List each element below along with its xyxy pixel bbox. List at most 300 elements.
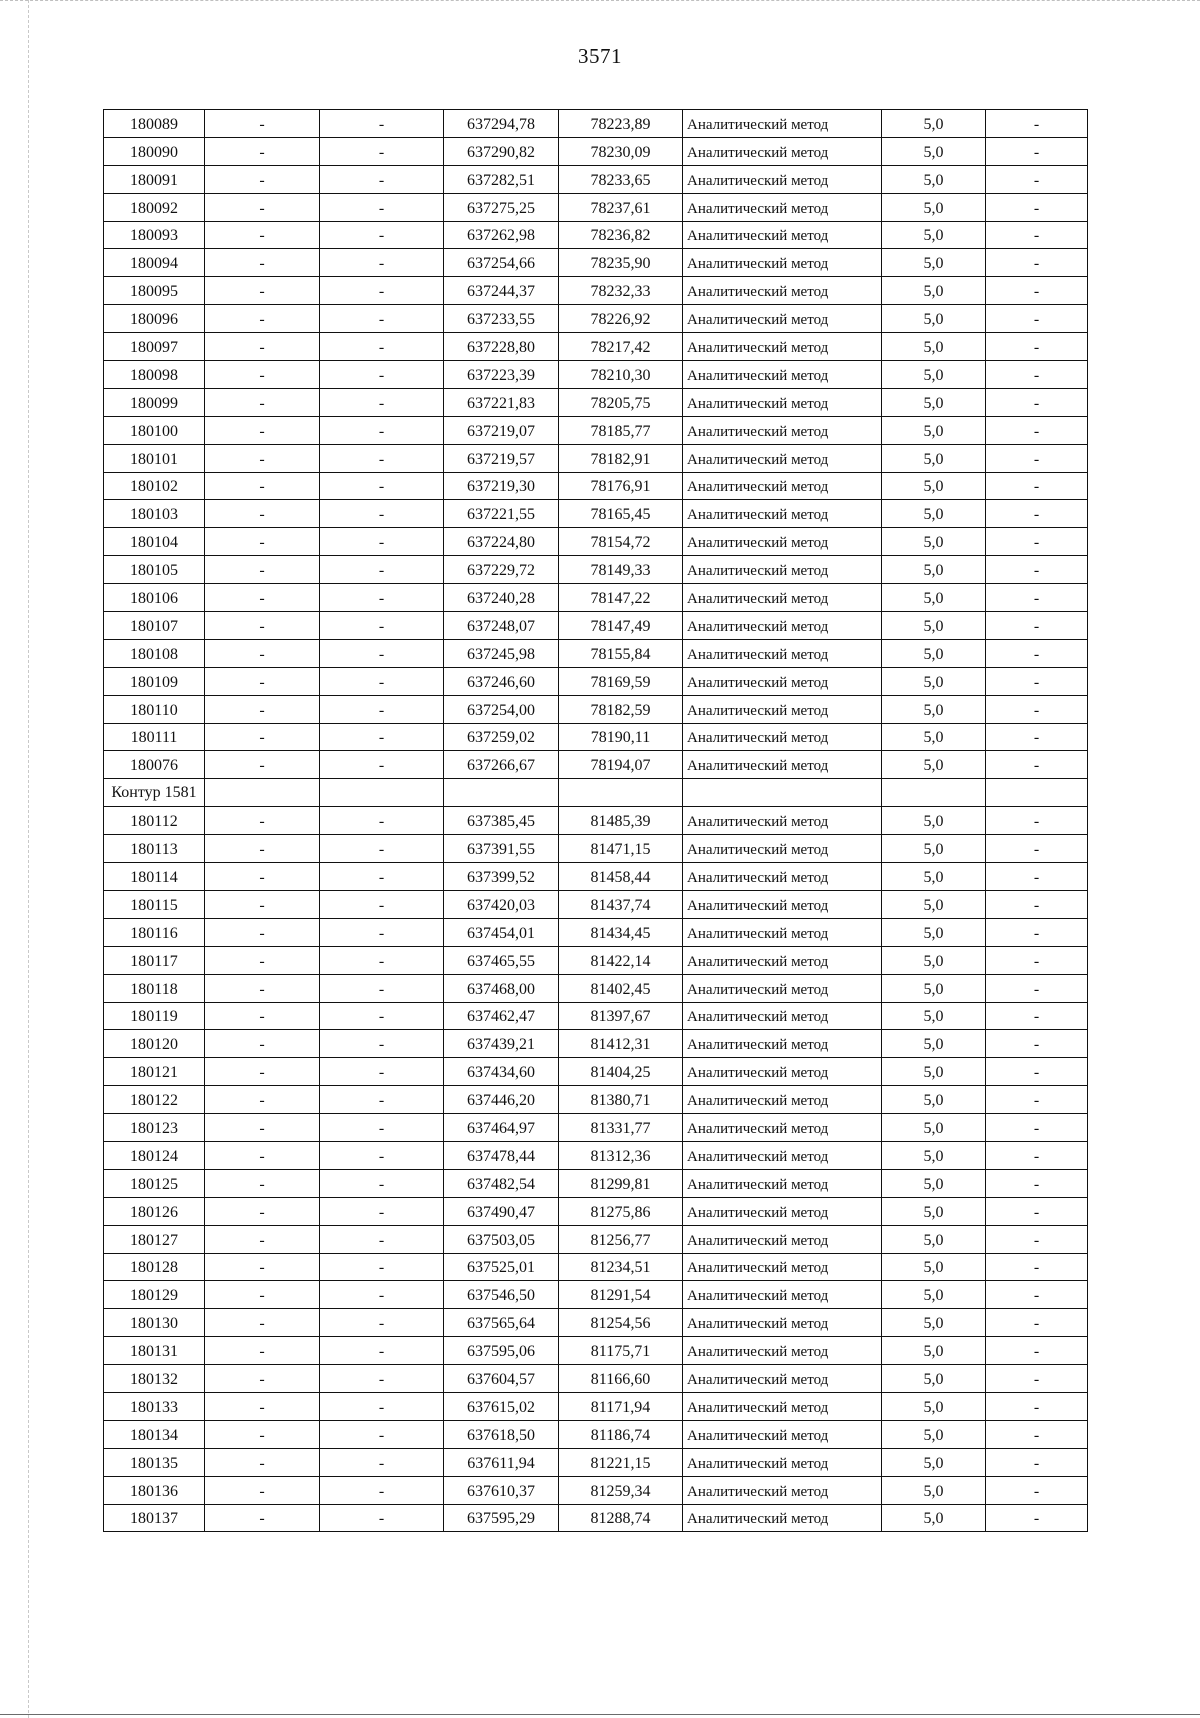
- dash-cell: -: [320, 1309, 444, 1337]
- empty-cell: [882, 779, 986, 807]
- dash-cell: -: [320, 221, 444, 249]
- coordinates-table-body: [104, 110, 1088, 1532]
- page-number: 3571: [578, 44, 622, 68]
- accuracy-cell: 5,0: [882, 361, 986, 389]
- accuracy-cell: 5,0: [882, 1504, 986, 1532]
- point-id-cell: 180099: [104, 388, 205, 416]
- table-row: [104, 416, 1088, 444]
- dash-cell: -: [320, 1002, 444, 1030]
- coord-x-cell: 637618,50: [444, 1420, 559, 1448]
- coord-x-cell: 637595,29: [444, 1504, 559, 1532]
- coord-y-cell: 81458,44: [559, 863, 683, 891]
- table-row: [104, 1197, 1088, 1225]
- dash-cell: -: [986, 110, 1088, 138]
- dash-cell: -: [205, 333, 320, 361]
- table-row: [104, 1225, 1088, 1253]
- coord-y-cell: 81299,81: [559, 1169, 683, 1197]
- point-id-cell: 180124: [104, 1141, 205, 1169]
- accuracy-cell: 5,0: [882, 333, 986, 361]
- dash-cell: -: [205, 918, 320, 946]
- coord-x-cell: 637245,98: [444, 639, 559, 667]
- coord-y-cell: 81234,51: [559, 1253, 683, 1281]
- dash-cell: -: [320, 723, 444, 751]
- dash-cell: -: [320, 1030, 444, 1058]
- method-cell: Аналитический метод: [683, 695, 882, 723]
- dash-cell: -: [205, 1253, 320, 1281]
- method-cell: Аналитический метод: [683, 1309, 882, 1337]
- dash-cell: -: [320, 1448, 444, 1476]
- dash-cell: -: [986, 1197, 1088, 1225]
- dash-cell: -: [986, 1420, 1088, 1448]
- coord-y-cell: 78223,89: [559, 110, 683, 138]
- accuracy-cell: 5,0: [882, 695, 986, 723]
- accuracy-cell: 5,0: [882, 1337, 986, 1365]
- point-id-cell: 180076: [104, 751, 205, 779]
- dash-cell: -: [320, 1476, 444, 1504]
- method-cell: Аналитический метод: [683, 974, 882, 1002]
- method-cell: Аналитический метод: [683, 1448, 882, 1476]
- coord-y-cell: 78182,59: [559, 695, 683, 723]
- dash-cell: -: [205, 1420, 320, 1448]
- dash-cell: -: [320, 277, 444, 305]
- accuracy-cell: 5,0: [882, 1030, 986, 1058]
- dash-cell: -: [320, 1225, 444, 1253]
- dash-cell: -: [205, 1504, 320, 1532]
- accuracy-cell: 5,0: [882, 974, 986, 1002]
- point-id-cell: 180126: [104, 1197, 205, 1225]
- table-row: [104, 612, 1088, 640]
- point-id-cell: 180095: [104, 277, 205, 305]
- coord-y-cell: 81397,67: [559, 1002, 683, 1030]
- table-row: [104, 388, 1088, 416]
- table-row: [104, 1114, 1088, 1142]
- coord-x-cell: 637254,66: [444, 249, 559, 277]
- method-cell: Аналитический метод: [683, 890, 882, 918]
- table-row: [104, 249, 1088, 277]
- table-row: [104, 556, 1088, 584]
- dash-cell: -: [986, 723, 1088, 751]
- coord-x-cell: 637233,55: [444, 305, 559, 333]
- table-row: [104, 361, 1088, 389]
- method-cell: Аналитический метод: [683, 472, 882, 500]
- dash-cell: -: [986, 918, 1088, 946]
- accuracy-cell: 5,0: [882, 751, 986, 779]
- accuracy-cell: 5,0: [882, 305, 986, 333]
- point-id-cell: 180123: [104, 1114, 205, 1142]
- accuracy-cell: 5,0: [882, 1448, 986, 1476]
- point-id-cell: 180132: [104, 1365, 205, 1393]
- coord-x-cell: 637525,01: [444, 1253, 559, 1281]
- dash-cell: -: [986, 1169, 1088, 1197]
- dash-cell: -: [986, 500, 1088, 528]
- method-cell: Аналитический метод: [683, 1030, 882, 1058]
- coord-y-cell: 81331,77: [559, 1114, 683, 1142]
- accuracy-cell: 5,0: [882, 444, 986, 472]
- coord-y-cell: 81380,71: [559, 1086, 683, 1114]
- point-id-cell: 180101: [104, 444, 205, 472]
- accuracy-cell: 5,0: [882, 1392, 986, 1420]
- coord-y-cell: 78226,92: [559, 305, 683, 333]
- coord-x-cell: 637246,60: [444, 667, 559, 695]
- coord-y-cell: 78217,42: [559, 333, 683, 361]
- dash-cell: -: [320, 918, 444, 946]
- point-id-cell: 180116: [104, 918, 205, 946]
- table-row: [104, 1169, 1088, 1197]
- dash-cell: -: [320, 612, 444, 640]
- dash-cell: -: [205, 1337, 320, 1365]
- accuracy-cell: 5,0: [882, 723, 986, 751]
- accuracy-cell: 5,0: [882, 221, 986, 249]
- coord-x-cell: 637490,47: [444, 1197, 559, 1225]
- table-row: [104, 1086, 1088, 1114]
- point-id-cell: 180111: [104, 723, 205, 751]
- table-row: [104, 667, 1088, 695]
- method-cell: Аналитический метод: [683, 1114, 882, 1142]
- method-cell: Аналитический метод: [683, 1086, 882, 1114]
- table-row: [104, 1002, 1088, 1030]
- dash-cell: -: [986, 751, 1088, 779]
- dash-cell: -: [320, 528, 444, 556]
- contour-header-row: [104, 779, 1088, 807]
- coord-x-cell: 637219,30: [444, 472, 559, 500]
- method-cell: Аналитический метод: [683, 1058, 882, 1086]
- dash-cell: -: [986, 1002, 1088, 1030]
- accuracy-cell: 5,0: [882, 890, 986, 918]
- accuracy-cell: 5,0: [882, 639, 986, 667]
- accuracy-cell: 5,0: [882, 556, 986, 584]
- dash-cell: -: [986, 1365, 1088, 1393]
- method-cell: Аналитический метод: [683, 277, 882, 305]
- table-row: [104, 835, 1088, 863]
- dash-cell: -: [205, 305, 320, 333]
- point-id-cell: 180110: [104, 695, 205, 723]
- dash-cell: -: [320, 584, 444, 612]
- dash-cell: -: [986, 1253, 1088, 1281]
- coord-x-cell: 637259,02: [444, 723, 559, 751]
- coord-y-cell: 78190,11: [559, 723, 683, 751]
- method-cell: Аналитический метод: [683, 388, 882, 416]
- accuracy-cell: 5,0: [882, 1002, 986, 1030]
- accuracy-cell: 5,0: [882, 1225, 986, 1253]
- dash-cell: -: [205, 1197, 320, 1225]
- coord-x-cell: 637282,51: [444, 165, 559, 193]
- table-row: [104, 193, 1088, 221]
- dash-cell: -: [320, 556, 444, 584]
- accuracy-cell: 5,0: [882, 918, 986, 946]
- coord-y-cell: 78165,45: [559, 500, 683, 528]
- coord-x-cell: 637503,05: [444, 1225, 559, 1253]
- coord-y-cell: 78210,30: [559, 361, 683, 389]
- dash-cell: -: [986, 807, 1088, 835]
- method-cell: Аналитический метод: [683, 1365, 882, 1393]
- dash-cell: -: [986, 890, 1088, 918]
- method-cell: Аналитический метод: [683, 835, 882, 863]
- dash-cell: -: [986, 221, 1088, 249]
- method-cell: Аналитический метод: [683, 863, 882, 891]
- accuracy-cell: 5,0: [882, 137, 986, 165]
- coord-x-cell: 637294,78: [444, 110, 559, 138]
- dash-cell: -: [986, 695, 1088, 723]
- dash-cell: -: [986, 193, 1088, 221]
- empty-cell: [205, 779, 320, 807]
- method-cell: Аналитический метод: [683, 165, 882, 193]
- dash-cell: -: [986, 137, 1088, 165]
- dash-cell: -: [320, 1253, 444, 1281]
- empty-cell: [986, 779, 1088, 807]
- dash-cell: -: [205, 444, 320, 472]
- method-cell: Аналитический метод: [683, 584, 882, 612]
- dash-cell: -: [986, 1392, 1088, 1420]
- accuracy-cell: 5,0: [882, 1476, 986, 1504]
- dash-cell: -: [320, 249, 444, 277]
- accuracy-cell: 5,0: [882, 416, 986, 444]
- scan-edge-left: [28, 0, 29, 1718]
- accuracy-cell: 5,0: [882, 1253, 986, 1281]
- coord-y-cell: 81485,39: [559, 807, 683, 835]
- point-id-cell: 180097: [104, 333, 205, 361]
- coord-x-cell: 637223,39: [444, 361, 559, 389]
- method-cell: Аналитический метод: [683, 528, 882, 556]
- table-row: [104, 500, 1088, 528]
- dash-cell: -: [320, 974, 444, 1002]
- coord-x-cell: 637420,03: [444, 890, 559, 918]
- table-row: [104, 890, 1088, 918]
- table-row: [104, 305, 1088, 333]
- dash-cell: -: [320, 1281, 444, 1309]
- coord-y-cell: 81471,15: [559, 835, 683, 863]
- method-cell: Аналитический метод: [683, 1253, 882, 1281]
- table-row: [104, 333, 1088, 361]
- dash-cell: -: [986, 1114, 1088, 1142]
- coord-y-cell: 78169,59: [559, 667, 683, 695]
- table-row: [104, 1281, 1088, 1309]
- coord-x-cell: 637385,45: [444, 807, 559, 835]
- coord-y-cell: 81259,34: [559, 1476, 683, 1504]
- method-cell: Аналитический метод: [683, 249, 882, 277]
- point-id-cell: 180130: [104, 1309, 205, 1337]
- method-cell: Аналитический метод: [683, 221, 882, 249]
- accuracy-cell: 5,0: [882, 528, 986, 556]
- dash-cell: -: [205, 1448, 320, 1476]
- dash-cell: -: [320, 444, 444, 472]
- table-row: [104, 1365, 1088, 1393]
- dash-cell: -: [986, 1141, 1088, 1169]
- coord-y-cell: 81434,45: [559, 918, 683, 946]
- dash-cell: -: [986, 1448, 1088, 1476]
- table-row: [104, 918, 1088, 946]
- coord-y-cell: 78235,90: [559, 249, 683, 277]
- coord-x-cell: 637546,50: [444, 1281, 559, 1309]
- coord-y-cell: 81437,74: [559, 890, 683, 918]
- table-row: [104, 1030, 1088, 1058]
- dash-cell: -: [986, 1225, 1088, 1253]
- accuracy-cell: 5,0: [882, 1309, 986, 1337]
- point-id-cell: 180092: [104, 193, 205, 221]
- dash-cell: -: [986, 612, 1088, 640]
- point-id-cell: 180134: [104, 1420, 205, 1448]
- dash-cell: -: [205, 388, 320, 416]
- point-id-cell: 180118: [104, 974, 205, 1002]
- method-cell: Аналитический метод: [683, 110, 882, 138]
- dash-cell: -: [986, 388, 1088, 416]
- dash-cell: -: [986, 1476, 1088, 1504]
- dash-cell: -: [205, 1002, 320, 1030]
- table-row: [104, 639, 1088, 667]
- scan-edge-top: [0, 0, 1200, 1]
- dash-cell: -: [205, 1281, 320, 1309]
- point-id-cell: 180121: [104, 1058, 205, 1086]
- dash-cell: -: [205, 500, 320, 528]
- empty-cell: [683, 779, 882, 807]
- dash-cell: -: [986, 333, 1088, 361]
- coord-x-cell: 637482,54: [444, 1169, 559, 1197]
- coord-x-cell: 637478,44: [444, 1141, 559, 1169]
- coord-x-cell: 637468,00: [444, 974, 559, 1002]
- dash-cell: -: [205, 472, 320, 500]
- point-id-cell: 180127: [104, 1225, 205, 1253]
- dash-cell: -: [205, 1225, 320, 1253]
- accuracy-cell: 5,0: [882, 1141, 986, 1169]
- dash-cell: -: [320, 1392, 444, 1420]
- accuracy-cell: 5,0: [882, 388, 986, 416]
- method-cell: Аналитический метод: [683, 667, 882, 695]
- accuracy-cell: 5,0: [882, 946, 986, 974]
- point-id-cell: 180128: [104, 1253, 205, 1281]
- table-row: [104, 137, 1088, 165]
- method-cell: Аналитический метод: [683, 1225, 882, 1253]
- coord-y-cell: 78154,72: [559, 528, 683, 556]
- accuracy-cell: 5,0: [882, 1197, 986, 1225]
- dash-cell: -: [320, 639, 444, 667]
- dash-cell: -: [205, 751, 320, 779]
- accuracy-cell: 5,0: [882, 1114, 986, 1142]
- accuracy-cell: 5,0: [882, 249, 986, 277]
- dash-cell: -: [320, 388, 444, 416]
- point-id-cell: 180108: [104, 639, 205, 667]
- coord-y-cell: 78232,33: [559, 277, 683, 305]
- coord-x-cell: 637248,07: [444, 612, 559, 640]
- method-cell: Аналитический метод: [683, 807, 882, 835]
- coord-x-cell: 637224,80: [444, 528, 559, 556]
- dash-cell: -: [205, 1392, 320, 1420]
- coord-y-cell: 81171,94: [559, 1392, 683, 1420]
- coord-x-cell: 637399,52: [444, 863, 559, 891]
- table-row: [104, 695, 1088, 723]
- dash-cell: -: [205, 165, 320, 193]
- dash-cell: -: [205, 528, 320, 556]
- coord-y-cell: 78237,61: [559, 193, 683, 221]
- table-row: [104, 444, 1088, 472]
- dash-cell: -: [986, 249, 1088, 277]
- method-cell: Аналитический метод: [683, 1504, 882, 1532]
- dash-cell: -: [986, 863, 1088, 891]
- coord-x-cell: 637244,37: [444, 277, 559, 305]
- dash-cell: -: [205, 807, 320, 835]
- point-id-cell: 180103: [104, 500, 205, 528]
- coord-y-cell: 78155,84: [559, 639, 683, 667]
- coord-y-cell: 78147,49: [559, 612, 683, 640]
- accuracy-cell: 5,0: [882, 835, 986, 863]
- coordinates-table: [103, 109, 1088, 1532]
- coord-y-cell: 78205,75: [559, 388, 683, 416]
- accuracy-cell: 5,0: [882, 612, 986, 640]
- dash-cell: -: [320, 361, 444, 389]
- accuracy-cell: 5,0: [882, 500, 986, 528]
- table-row: [104, 1392, 1088, 1420]
- method-cell: Аналитический метод: [683, 1141, 882, 1169]
- dash-cell: -: [205, 835, 320, 863]
- dash-cell: -: [986, 835, 1088, 863]
- point-id-cell: 180109: [104, 667, 205, 695]
- dash-cell: -: [320, 333, 444, 361]
- point-id-cell: 180135: [104, 1448, 205, 1476]
- point-id-cell: 180133: [104, 1392, 205, 1420]
- dash-cell: -: [320, 305, 444, 333]
- coord-x-cell: 637465,55: [444, 946, 559, 974]
- dash-cell: -: [986, 444, 1088, 472]
- table-row: [104, 472, 1088, 500]
- coord-x-cell: 637610,37: [444, 1476, 559, 1504]
- accuracy-cell: 5,0: [882, 472, 986, 500]
- scan-edge-bottom: [0, 1714, 1200, 1715]
- dash-cell: -: [320, 807, 444, 835]
- dash-cell: -: [205, 1058, 320, 1086]
- method-cell: Аналитический метод: [683, 1002, 882, 1030]
- accuracy-cell: 5,0: [882, 110, 986, 138]
- accuracy-cell: 5,0: [882, 193, 986, 221]
- dash-cell: -: [986, 165, 1088, 193]
- coord-x-cell: 637434,60: [444, 1058, 559, 1086]
- dash-cell: -: [320, 472, 444, 500]
- point-id-cell: 180122: [104, 1086, 205, 1114]
- point-id-cell: 180131: [104, 1337, 205, 1365]
- method-cell: Аналитический метод: [683, 723, 882, 751]
- coord-x-cell: 637290,82: [444, 137, 559, 165]
- dash-cell: -: [320, 500, 444, 528]
- dash-cell: -: [205, 193, 320, 221]
- coord-y-cell: 81175,71: [559, 1337, 683, 1365]
- dash-cell: -: [320, 1504, 444, 1532]
- method-cell: Аналитический метод: [683, 500, 882, 528]
- dash-cell: -: [320, 1058, 444, 1086]
- dash-cell: -: [205, 890, 320, 918]
- coord-y-cell: 78233,65: [559, 165, 683, 193]
- point-id-cell: 180137: [104, 1504, 205, 1532]
- table-row: [104, 974, 1088, 1002]
- method-cell: Аналитический метод: [683, 361, 882, 389]
- dash-cell: -: [986, 556, 1088, 584]
- dash-cell: -: [205, 695, 320, 723]
- method-cell: Аналитический метод: [683, 1392, 882, 1420]
- coord-y-cell: 81291,54: [559, 1281, 683, 1309]
- coord-x-cell: 637262,98: [444, 221, 559, 249]
- accuracy-cell: 5,0: [882, 1086, 986, 1114]
- dash-cell: -: [986, 1086, 1088, 1114]
- point-id-cell: 180090: [104, 137, 205, 165]
- method-cell: Аналитический метод: [683, 918, 882, 946]
- coord-y-cell: 81275,86: [559, 1197, 683, 1225]
- dash-cell: -: [986, 528, 1088, 556]
- coord-x-cell: 637454,01: [444, 918, 559, 946]
- coord-y-cell: 81288,74: [559, 1504, 683, 1532]
- table-row: [104, 1058, 1088, 1086]
- dash-cell: -: [320, 416, 444, 444]
- method-cell: Аналитический метод: [683, 1420, 882, 1448]
- accuracy-cell: 5,0: [882, 1169, 986, 1197]
- coord-y-cell: 81221,15: [559, 1448, 683, 1476]
- dash-cell: -: [320, 863, 444, 891]
- table-row: [104, 863, 1088, 891]
